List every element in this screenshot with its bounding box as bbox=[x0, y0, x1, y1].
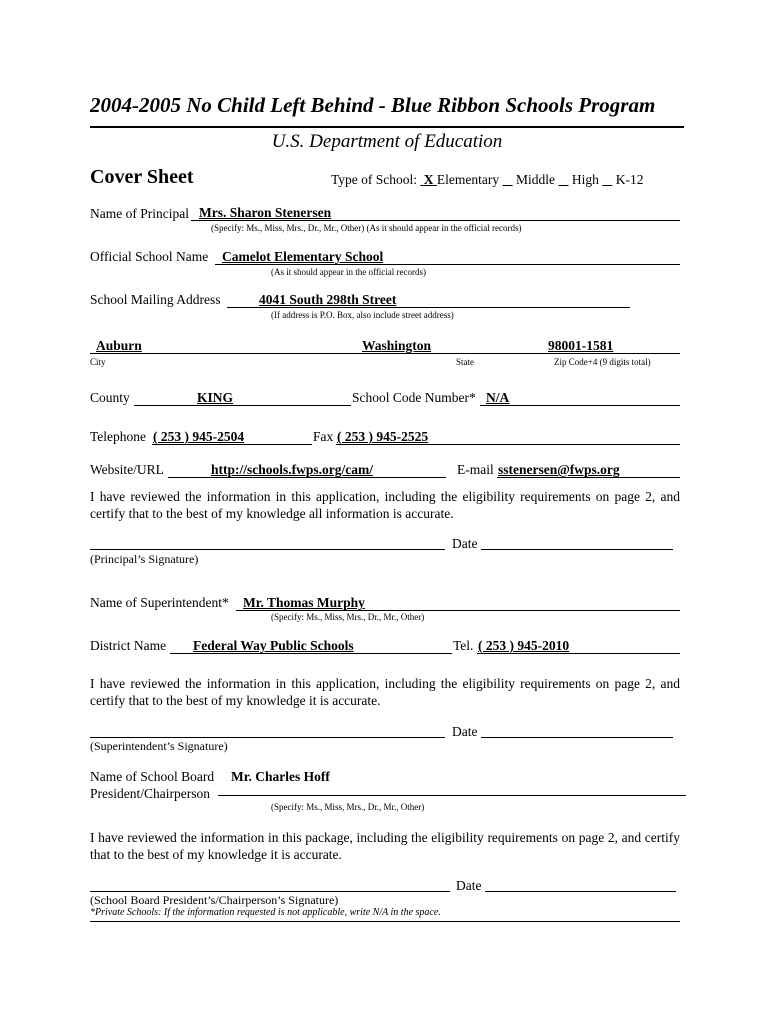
mailing-hint: (If address is P.O. Box, also include street address) bbox=[271, 310, 454, 320]
fax-label: Fax bbox=[313, 429, 334, 444]
mailing-underline bbox=[227, 307, 630, 308]
board-label-2: President/Chairperson bbox=[90, 786, 210, 801]
board-date-label: Date bbox=[456, 878, 482, 893]
county-label: County bbox=[90, 390, 130, 405]
cover-sheet-heading: Cover Sheet bbox=[90, 166, 194, 188]
district-tel-label: Tel. bbox=[453, 638, 474, 653]
mailing-address-field[interactable]: 4041 South 298th Street bbox=[259, 292, 397, 307]
high-checkbox[interactable] bbox=[558, 172, 568, 187]
superintendent-certification-text: I have reviewed the information in this application, including the eligibility requirements on page 2, and certify that to the best of my knowledge it is accurate. bbox=[90, 676, 680, 708]
school-code-label: School Code Number* bbox=[352, 390, 476, 405]
principal-hint: (Specify: Ms., Miss, Mrs., Dr., Mr., Other) (As it should appear in the official records) bbox=[211, 223, 522, 233]
board-name-field[interactable]: Mr. Charles Hoff bbox=[231, 769, 330, 784]
superintendent-date-label: Date bbox=[452, 724, 478, 739]
district-name-field[interactable]: Federal Way Public Schools bbox=[193, 638, 354, 653]
department-name: U.S. Department of Education bbox=[271, 131, 503, 152]
state-label: State bbox=[456, 357, 474, 367]
superintendent-date-line[interactable] bbox=[481, 737, 673, 738]
board-signature-line[interactable] bbox=[90, 891, 450, 892]
k12-checkbox[interactable] bbox=[602, 172, 612, 187]
principal-signature-line[interactable] bbox=[90, 549, 445, 550]
district-name-label: District Name bbox=[90, 638, 167, 653]
title-rule bbox=[90, 126, 684, 128]
email-underline bbox=[497, 477, 680, 478]
superintendent-underline bbox=[236, 610, 680, 611]
district-underline bbox=[170, 653, 452, 654]
school-code-underline bbox=[480, 405, 680, 406]
telephone-field[interactable]: ( 253 ) 945-2504 bbox=[153, 429, 245, 444]
school-name-hint: (As it should appear in the official records) bbox=[271, 267, 427, 277]
fax-underline bbox=[336, 444, 680, 445]
footnote-rule bbox=[90, 921, 680, 922]
board-hint: (Specify: Ms., Miss, Mrs., Dr., Mr., Other) bbox=[271, 802, 425, 812]
superintendent-signature-line[interactable] bbox=[90, 737, 445, 738]
school-type-row bbox=[331, 172, 644, 188]
website-label: Website/URL bbox=[90, 462, 164, 477]
board-signature-label: (School Board President’s/Chairperson’s Signature) bbox=[90, 893, 339, 907]
board-date-line[interactable] bbox=[485, 891, 676, 892]
principal-date-label: Date bbox=[452, 536, 478, 551]
superintendent-label: Name of Superintendent* bbox=[90, 595, 229, 610]
school-type-label: Type of School: bbox=[331, 172, 418, 187]
high-option: High bbox=[571, 172, 599, 187]
principal-signature-label: (Principal’s Signature) bbox=[90, 552, 199, 566]
superintendent-hint: (Specify: Ms., Miss, Mrs., Dr., Mr., Other) bbox=[271, 612, 425, 622]
school-code-field[interactable]: N/A bbox=[486, 390, 510, 405]
principal-underline bbox=[191, 220, 680, 221]
school-name-label: Official School Name bbox=[90, 249, 209, 264]
city-label: City bbox=[90, 357, 106, 367]
zip-field[interactable]: 98001-1581 bbox=[548, 338, 614, 353]
principal-certification-text: I have reviewed the information in this application, including the eligibility requirements on page 2, and certify that to the best of my knowledge all information is accurate. bbox=[90, 489, 680, 521]
footnote: *Private Schools: If the information requested is not applicable, write N/A in the space. bbox=[90, 907, 441, 918]
website-field[interactable]: http://schools.fwps.org/cam/ bbox=[211, 462, 373, 477]
principal-label: Name of Principal bbox=[90, 206, 189, 221]
city-field[interactable]: Auburn bbox=[96, 338, 142, 353]
county-underline bbox=[134, 405, 351, 406]
k12-option: K-12 bbox=[615, 172, 644, 187]
email-field[interactable]: sstenersen@fwps.org bbox=[498, 462, 620, 477]
website-underline bbox=[168, 477, 446, 478]
superintendent-signature-label: (Superintendent’s Signature) bbox=[90, 739, 228, 753]
county-field[interactable]: KING bbox=[197, 390, 234, 405]
telephone-label: Telephone bbox=[90, 429, 147, 444]
telephone-underline bbox=[152, 444, 312, 445]
school-name-underline bbox=[215, 264, 680, 265]
board-certification-text: I have reviewed the information in this package, including the eligibility requirements on page 2, and certify that to the best of my knowledge it is accurate. bbox=[90, 830, 680, 862]
email-label: E-mail bbox=[457, 462, 494, 477]
middle-checkbox[interactable] bbox=[503, 172, 513, 187]
district-tel-field[interactable]: ( 253 ) 945-2010 bbox=[478, 638, 570, 653]
school-name-field[interactable]: Camelot Elementary School bbox=[222, 249, 384, 264]
superintendent-field[interactable]: Mr. Thomas Murphy bbox=[243, 595, 365, 610]
principal-field[interactable]: Mrs. Sharon Stenersen bbox=[199, 205, 332, 220]
state-field[interactable]: Washington bbox=[362, 338, 432, 353]
fax-field[interactable]: ( 253 ) 945-2525 bbox=[337, 429, 429, 444]
principal-date-line[interactable] bbox=[481, 549, 673, 550]
middle-option: Middle bbox=[516, 172, 556, 187]
mailing-address-label: School Mailing Address bbox=[90, 292, 221, 307]
city-underline bbox=[90, 353, 680, 354]
form-title: 2004-2005 No Child Left Behind - Blue Ribbon Schools Program bbox=[90, 93, 656, 117]
district-tel-underline bbox=[477, 653, 680, 654]
elementary-option: Elementary bbox=[436, 172, 500, 187]
zip-label: Zip Code+4 (9 digits total) bbox=[554, 357, 651, 367]
board-label: Name of School Board bbox=[90, 769, 215, 784]
elementary-checkbox[interactable]: X bbox=[423, 172, 434, 187]
board-underline bbox=[218, 795, 686, 796]
